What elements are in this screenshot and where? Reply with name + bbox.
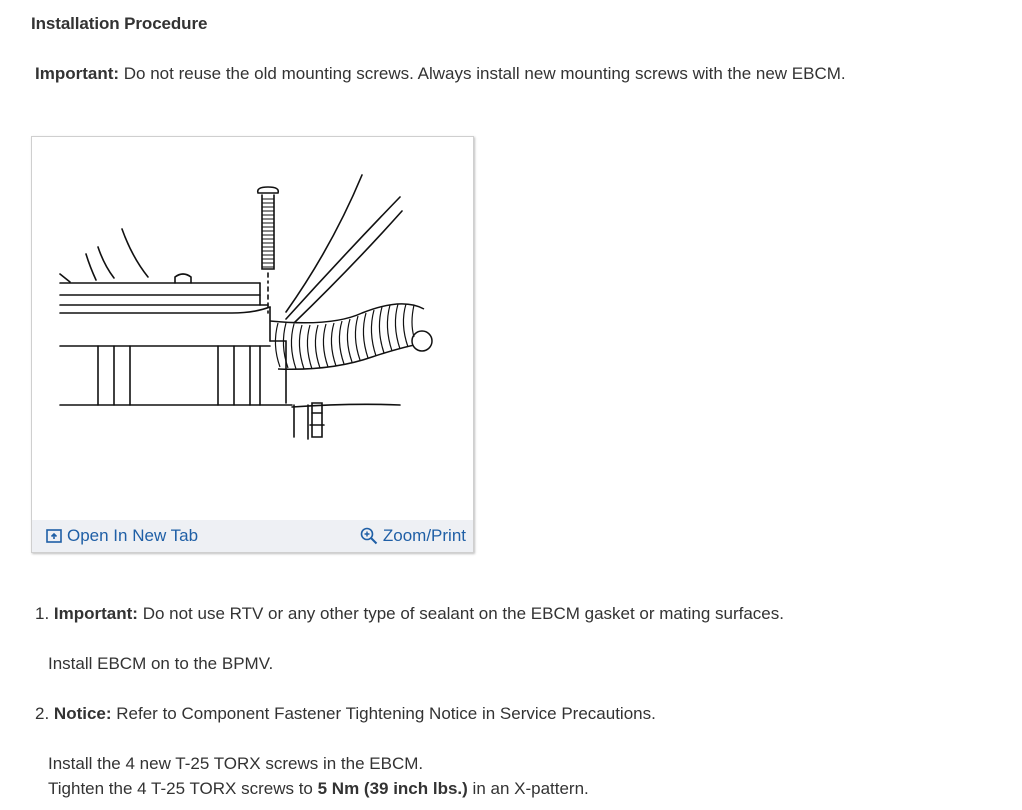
step-number: 1. [35,604,50,623]
zoom-in-icon [360,527,378,545]
step-note-text: Refer to Component Fastener Tightening Notice in Service Precautions. [111,704,656,723]
torque-suffix: in an X-pattern. [467,779,589,798]
step-note-label: Important: [53,604,138,623]
torque-value: 5 Nm (39 inch lbs.) [317,779,468,798]
open-new-tab-icon [46,529,62,543]
zoom-print-label: Zoom/Print [382,526,466,545]
step-note-label: Notice: [53,704,112,723]
open-in-new-tab-link[interactable] [46,526,198,546]
ebcm-screw-illustration [32,137,473,520]
figure-toolbar [32,520,473,552]
step-2-note [35,704,656,724]
step-2-instruction: Install the 4 new T-25 TORX screws in the EBCM. [48,754,424,773]
torque-prefix: Tighten the 4 T-25 TORX screws to [48,779,318,798]
section-heading: Installation Procedure [31,14,208,33]
important-note [35,64,846,84]
step-1-note [35,604,784,624]
illustration-figure [31,136,474,553]
step-note-text: Do not use RTV or any other type of sealant on the EBCM gasket or mating surfaces. [137,604,784,623]
step-2-torque-spec [48,779,589,799]
step-1-instruction: Install EBCM on to the BPMV. [48,654,274,673]
zoom-print-link[interactable] [360,526,466,546]
important-label: Important: [35,64,120,83]
open-in-new-tab-label: Open In New Tab [67,526,199,545]
important-text: Do not reuse the old mounting screws. Always install new mounting screws with the new EBCM. [119,64,846,83]
step-number: 2. [35,704,50,723]
